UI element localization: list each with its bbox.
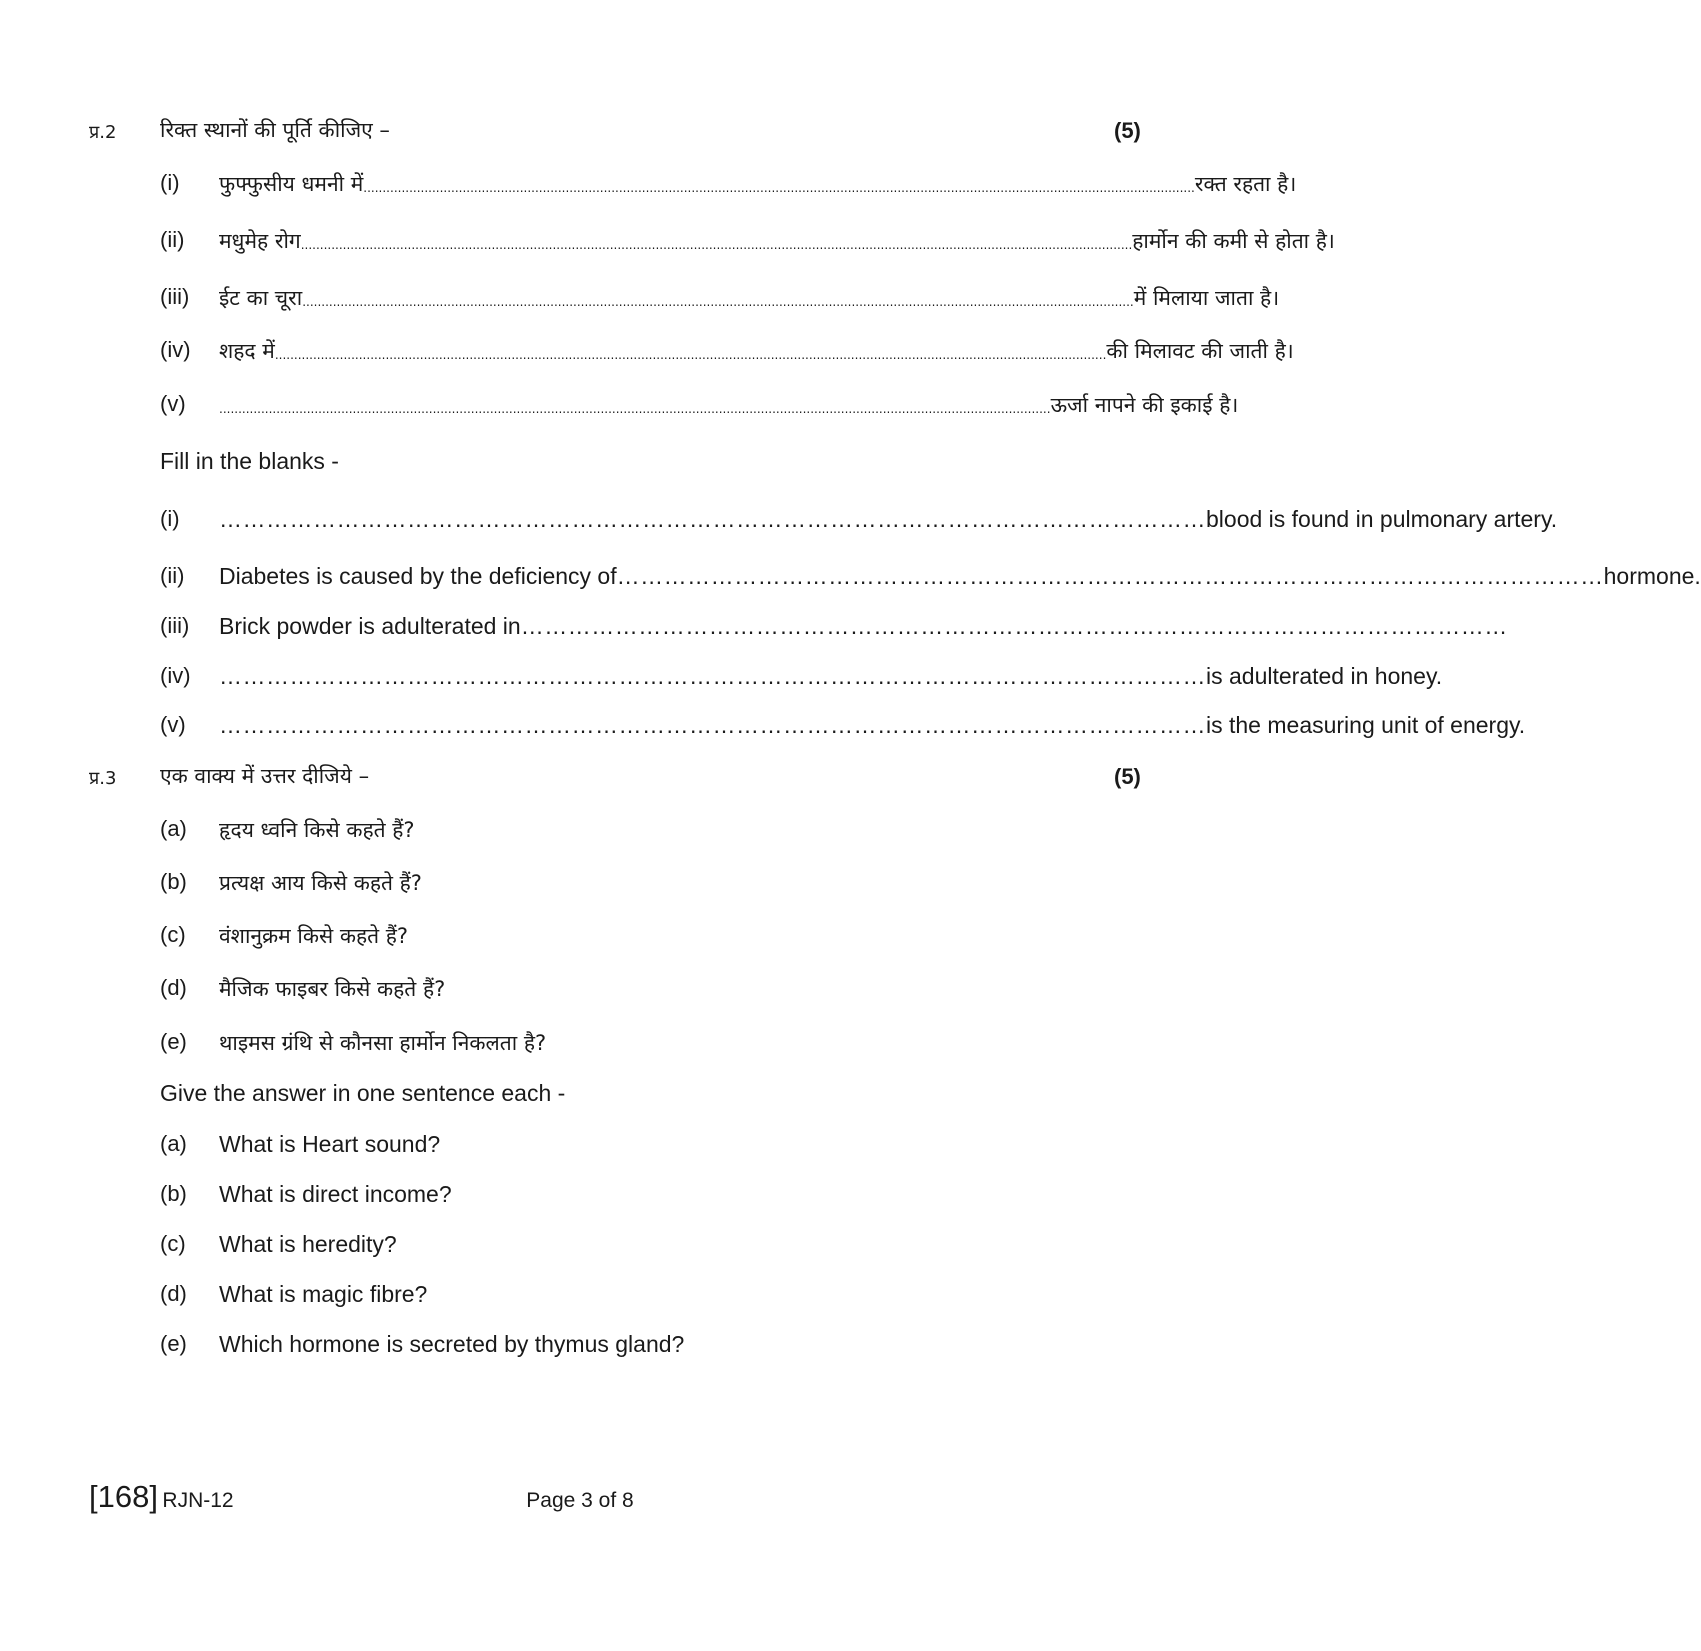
- blank-line: ………………………………………………………………………………………………………………: [219, 663, 1206, 689]
- q3-hindi-item: [0, 975, 1275, 1009]
- item-label: (c): [160, 1231, 186, 1256]
- item-label: (d): [160, 975, 187, 1000]
- q3-english-heading: Give the answer in one sentence each -: [160, 1080, 566, 1106]
- q2-english-item: [0, 506, 1558, 540]
- item-text: Which hormone is secreted by thymus gland?: [219, 1331, 685, 1357]
- item-text: What is direct income?: [219, 1181, 452, 1207]
- q2-english-item: [0, 563, 1701, 597]
- blank-line: ..........................................................................................................................................................................................................................: [300, 238, 1133, 252]
- item-text-before: Diabetes is caused by the deficiency of: [219, 563, 617, 589]
- item-text-after: रक्त रहता है।: [1194, 172, 1297, 196]
- item-sentence: [219, 663, 1443, 691]
- item-label: (a): [160, 816, 187, 841]
- item-label: (a): [160, 1131, 187, 1156]
- item-text: हृदय ध्वनि किसे कहते हैं?: [219, 818, 415, 842]
- q3-hindi-heading: एक वाक्य में उत्तर दीजिये –: [160, 764, 370, 788]
- blank-line: ………………………………………………………………………………………………………………: [219, 506, 1206, 532]
- q2-hindi-item: [0, 284, 1280, 318]
- q2-hindi-item: [0, 391, 1275, 425]
- q3-marks: (5): [1114, 764, 1141, 789]
- item-label: (v): [160, 391, 186, 416]
- blank-line: ………………………………………………………………………………………………………………: [219, 712, 1206, 738]
- item-text-after: blood is found in pulmonary artery.: [1206, 506, 1558, 532]
- item-text-after: में मिलाया जाता है।: [1133, 286, 1280, 310]
- item-text-after: is adulterated in honey.: [1206, 663, 1443, 689]
- item-label: (iv): [160, 337, 191, 362]
- item-sentence: [219, 284, 1280, 312]
- item-text: थाइमस ग्रंथि से कौनसा हार्मोन निकलता है?: [219, 1031, 547, 1055]
- q2-hindi-heading: रिक्त स्थानों की पूर्ति कीजिए –: [160, 118, 390, 142]
- q2-english-heading: Fill in the blanks -: [160, 448, 339, 474]
- item-text: What is Heart sound?: [219, 1131, 441, 1157]
- item-label: (v): [160, 712, 186, 737]
- q3-english-heading-line: [0, 1080, 1275, 1114]
- item-label: (e): [160, 1029, 187, 1054]
- item-sentence: [219, 391, 1239, 419]
- q2-header: [0, 116, 1275, 150]
- q2-number: प्र.2: [89, 122, 117, 143]
- q2-marks: (5): [1114, 118, 1141, 143]
- q3-english-item: [0, 1181, 1275, 1215]
- item-text-after: is the measuring unit of energy.: [1206, 712, 1526, 738]
- q3-hindi-item: [0, 922, 1275, 956]
- item-text-before: मधुमेह रोग: [219, 229, 301, 253]
- item-text-after: की मिलावट की जाती है।: [1106, 339, 1294, 363]
- item-text: What is magic fibre?: [219, 1281, 428, 1307]
- item-text-after: हार्मोन की कमी से होता है।: [1132, 229, 1335, 253]
- q3-header: [0, 762, 1275, 796]
- q3-hindi-item: [0, 869, 1275, 903]
- q3-hindi-item: [0, 816, 1275, 850]
- item-sentence: [219, 712, 1526, 740]
- q3-number: प्र.3: [89, 768, 117, 789]
- item-label: (iii): [160, 613, 190, 638]
- item-text: प्रत्यक्ष आय किसे कहते हैं?: [219, 871, 422, 895]
- item-label: (iv): [160, 663, 191, 688]
- item-text-after: ऊर्जा नापने की इकाई है।: [1050, 393, 1239, 417]
- item-sentence: [219, 170, 1297, 198]
- q2-hindi-item: [0, 227, 1335, 261]
- item-sentence: [219, 613, 1508, 641]
- item-text: मैजिक फाइबर किसे कहते हैं?: [219, 977, 446, 1001]
- item-sentence: [219, 506, 1558, 534]
- q3-english-item: [0, 1281, 1275, 1315]
- item-label: (b): [160, 869, 187, 894]
- q2-english-item: [0, 712, 1526, 746]
- q3-english-item: [0, 1231, 1275, 1265]
- item-sentence: [219, 227, 1335, 255]
- q2-english-heading-line: [0, 448, 1275, 482]
- q2-hindi-item: [0, 337, 1294, 371]
- item-label: (ii): [160, 563, 185, 588]
- q2-hindi-item: [0, 170, 1297, 204]
- blank-line: ..........................................................................................................................................................................................................................: [274, 348, 1107, 362]
- q3-english-item: [0, 1131, 1275, 1165]
- item-text: What is heredity?: [219, 1231, 397, 1257]
- item-text-before: शहद में: [219, 339, 275, 363]
- q3-hindi-item: [0, 1029, 1275, 1063]
- page-number: Page 3 of 8: [526, 1489, 634, 1512]
- item-text-after: hormone.: [1603, 563, 1701, 589]
- item-label: (c): [160, 922, 186, 947]
- blank-line: ..........................................................................................................................................................................................................................: [363, 181, 1195, 195]
- item-sentence: [219, 563, 1701, 591]
- item-label: (i): [160, 506, 180, 531]
- item-label: (b): [160, 1181, 187, 1206]
- item-label: (e): [160, 1331, 187, 1356]
- blank-line: ………………………………………………………………………………………………………………: [616, 563, 1604, 589]
- item-text-before: ईट का चूरा: [219, 286, 303, 310]
- q2-english-item: [0, 663, 1443, 697]
- item-label: (iii): [160, 284, 190, 309]
- item-text: वंशानुक्रम किसे कहते हैं?: [219, 924, 409, 948]
- item-sentence: [219, 337, 1294, 365]
- q2-english-item: [0, 613, 1508, 647]
- blank-line: ..........................................................................................................................................................................................................................: [302, 295, 1134, 309]
- item-text-before: Brick powder is adulterated in: [219, 613, 521, 639]
- item-label: (d): [160, 1281, 187, 1306]
- item-text-before: फुफ्फुसीय धमनी में: [219, 172, 364, 196]
- item-label: (ii): [160, 227, 185, 252]
- paper-code: [168]: [89, 1479, 158, 1514]
- blank-line: ………………………………………………………………………………………………………………: [520, 613, 1508, 639]
- item-label: (i): [160, 170, 180, 195]
- q3-english-item: [0, 1331, 1275, 1365]
- blank-line: ..........................................................................................................................................................................................................................: [219, 402, 1051, 416]
- exam-code: RJN-12: [162, 1489, 234, 1512]
